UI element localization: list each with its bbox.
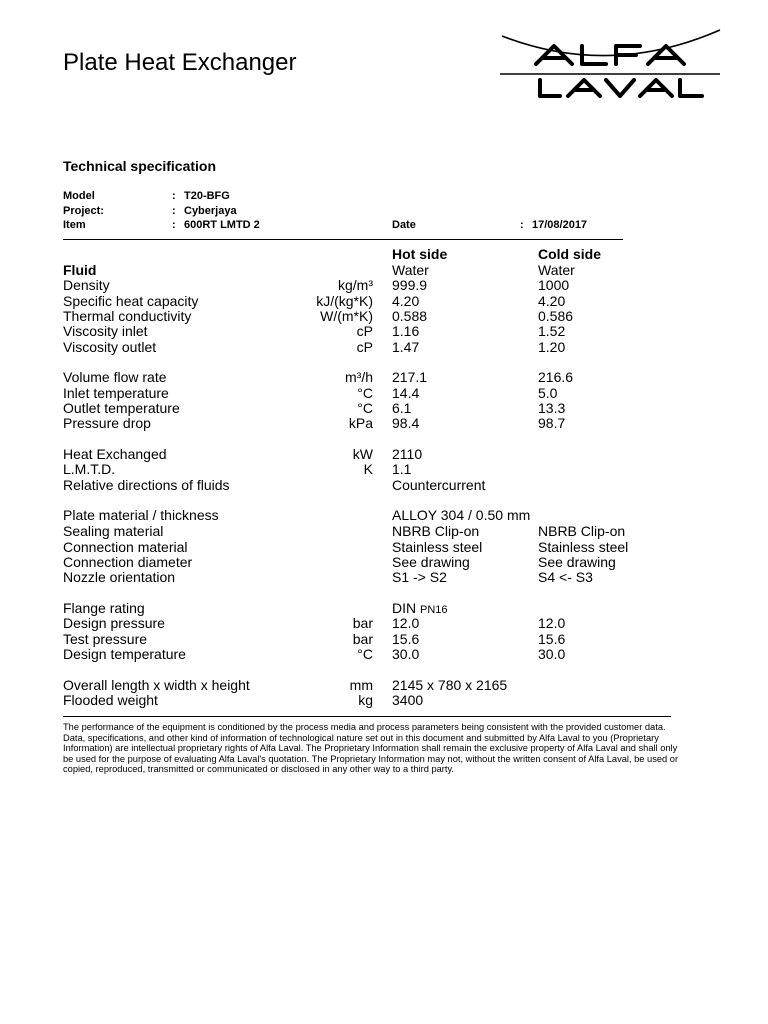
row-label: Overall length x width x height	[63, 677, 250, 693]
row-label: Outlet temperature	[63, 400, 180, 416]
row-label: Pressure drop	[63, 415, 151, 431]
hot-side-value	[392, 477, 485, 493]
row-label: Heat Exchanged	[63, 446, 167, 462]
table-row	[0, 615, 768, 631]
date-label: Date	[392, 219, 416, 231]
hot-side-value	[392, 277, 427, 293]
colon: :	[172, 205, 176, 217]
hot-side-text: 1.1	[392, 461, 412, 477]
hot-side-header: Hot side	[392, 246, 448, 262]
row-label: L.M.T.D.	[63, 461, 116, 477]
table-row	[0, 600, 768, 616]
table-row	[0, 692, 768, 708]
cold-side-value: S4 <- S3	[538, 569, 593, 585]
cold-side-header: Cold side	[538, 246, 602, 262]
cold-side-value: 216.6	[538, 369, 574, 385]
model-value: T20-BFG	[184, 190, 230, 202]
hot-side-value	[392, 339, 419, 355]
hot-side-value	[392, 692, 423, 708]
row-label: Relative directions of fluids	[63, 477, 230, 493]
colon: :	[172, 190, 176, 202]
cold-side-value: 5.0	[538, 385, 558, 401]
cold-side-value: 1.52	[538, 323, 566, 339]
hot-side-text: 217.1	[392, 369, 428, 385]
project-label: Project:	[63, 205, 104, 217]
hot-side-value	[392, 569, 447, 585]
hot-side-text: 6.1	[392, 400, 412, 416]
table-row	[0, 507, 768, 523]
disclaimer-paragraph: Data, specifications, and other kind of information of technological nature set out in this document and submitted by Alfa Laval to you (Proprietary Information) are intellectual proprietary rights of Alfa Laval. The Proprietary Information shall remain the exclusive property of Alfa Laval and shall only be used for the purpose of evaluating Alfa Laval's quotation. The Proprietary Information may not, without the written consent of Alfa Laval, be used or copied, reproduced, transmitted or communicated or disclosed in any other way to a third party.	[63, 732, 679, 774]
row-label: Inlet temperature	[63, 385, 169, 401]
hot-side-text: 12.0	[392, 615, 420, 631]
row-label: Flange rating	[63, 600, 145, 616]
table-row	[0, 554, 768, 570]
hot-side-text: Countercurrent	[392, 477, 486, 493]
alfa-laval-logo	[498, 28, 723, 103]
row-unit: °C	[357, 385, 373, 401]
hot-side-value	[392, 369, 427, 385]
table-header	[0, 246, 768, 262]
row-unit: kW	[352, 446, 373, 462]
row-unit: kg/m³	[338, 277, 373, 293]
row-label: Connection material	[63, 539, 188, 555]
table-row	[0, 262, 768, 278]
table-row	[0, 277, 768, 293]
row-unit: bar	[352, 631, 373, 647]
hot-side-text: 2145 x 780 x 2165	[392, 677, 508, 693]
row-label: Sealing material	[63, 523, 164, 539]
table-row	[0, 369, 768, 385]
cold-side-value: 0.586	[538, 308, 574, 324]
row-label: Test pressure	[63, 631, 148, 647]
row-unit: kg	[358, 692, 373, 708]
hot-side-value	[392, 523, 479, 539]
cold-side-value: 98.7	[538, 415, 566, 431]
divider-top	[63, 239, 623, 240]
cold-side-value: Water	[538, 262, 575, 278]
hot-side-text: Water	[392, 262, 429, 278]
model-label: Model	[63, 190, 95, 202]
hot-side-value	[392, 631, 419, 647]
page-title: Plate Heat Exchanger	[63, 49, 297, 76]
hot-side-value	[392, 385, 419, 401]
cold-side-value: 12.0	[538, 615, 566, 631]
row-label: Specific heat capacity	[63, 293, 199, 309]
row-unit: cP	[356, 323, 373, 339]
hot-side-text: See drawing	[392, 554, 470, 570]
cold-side-value: 4.20	[538, 293, 566, 309]
hot-side-value	[392, 446, 422, 462]
row-label: Volume flow rate	[63, 369, 167, 385]
table-row	[0, 446, 768, 462]
table-row	[0, 477, 768, 493]
colon: :	[172, 219, 176, 231]
technical-specification-heading: Technical specification	[63, 158, 217, 174]
hot-side-text: 1.47	[392, 339, 420, 355]
cold-side-value: 15.6	[538, 631, 566, 647]
project-row	[0, 205, 768, 219]
hot-side-value	[392, 554, 470, 570]
table-row	[0, 339, 768, 355]
row-unit: °C	[357, 646, 373, 662]
hot-side-text: DIN	[392, 600, 417, 616]
table-row	[0, 523, 768, 539]
hot-side-value	[392, 293, 419, 309]
hot-side-value	[392, 461, 411, 477]
table-row	[0, 646, 768, 662]
table-row	[0, 385, 768, 401]
row-label: Connection diameter	[63, 554, 193, 570]
row-label: Design pressure	[63, 615, 165, 631]
hot-side-text: 2110	[392, 446, 423, 462]
hot-side-text: Stainless steel	[392, 539, 483, 555]
row-label: Flooded weight	[63, 692, 158, 708]
cold-side-value: NBRB Clip-on	[538, 523, 626, 539]
row-unit: kJ/(kg*K)	[316, 293, 373, 309]
cold-side-value: 13.3	[538, 400, 566, 416]
row-unit: W/(m*K)	[320, 308, 373, 324]
model-row	[0, 190, 768, 204]
hot-side-text: S1 -> S2	[392, 569, 447, 585]
hot-side-value	[392, 507, 530, 523]
hot-side-value	[392, 262, 429, 278]
flange-rating-class: PN16	[420, 604, 448, 616]
hot-side-text: 3400	[392, 692, 424, 708]
hot-side-text: 15.6	[392, 631, 420, 647]
table-row	[0, 461, 768, 477]
row-unit: K	[363, 461, 373, 477]
hot-side-value	[392, 323, 419, 339]
hot-side-text: 4.20	[392, 293, 420, 309]
hot-side-value	[392, 615, 419, 631]
table-row	[0, 323, 768, 339]
row-unit: mm	[349, 677, 373, 693]
divider-bottom	[63, 716, 671, 717]
hot-side-text: 30.0	[392, 646, 420, 662]
row-label: Nozzle orientation	[63, 569, 176, 585]
hot-side-text: ALLOY 304 / 0.50 mm	[392, 507, 531, 523]
hot-side-text: 1.16	[392, 323, 420, 339]
item-value: 600RT LMTD 2	[184, 219, 260, 231]
cold-side-value: Stainless steel	[538, 539, 629, 555]
table-row	[0, 308, 768, 324]
hot-side-value	[392, 400, 411, 416]
table-row	[0, 539, 768, 555]
row-label: Density	[63, 277, 110, 293]
hot-side-text: 14.4	[392, 385, 420, 401]
colon: :	[520, 219, 524, 231]
disclaimer	[63, 722, 683, 775]
hot-side-value	[392, 308, 427, 324]
cold-side-value: See drawing	[538, 554, 616, 570]
row-label: Viscosity outlet	[63, 339, 157, 355]
row-unit: cP	[356, 339, 373, 355]
hot-side-text: 0.588	[392, 308, 428, 324]
row-unit: kPa	[348, 415, 373, 431]
item-row	[0, 219, 768, 233]
table-row	[0, 569, 768, 585]
row-unit: °C	[357, 400, 373, 416]
table-row	[0, 677, 768, 693]
row-label: Fluid	[63, 262, 97, 278]
row-label: Design temperature	[63, 646, 186, 662]
item-label: Item	[63, 219, 86, 231]
hot-side-text: NBRB Clip-on	[392, 523, 480, 539]
table-row	[0, 415, 768, 431]
cold-side-value: 1000	[538, 277, 570, 293]
hot-side-value	[392, 539, 482, 555]
hot-side-value	[392, 646, 419, 662]
disclaimer-paragraph: The performance of the equipment is conditioned by the process media and process parameters being consistent with the provided customer data.	[63, 722, 666, 732]
cold-side-value: 1.20	[538, 339, 566, 355]
table-row	[0, 293, 768, 309]
hot-side-text: 999.9	[392, 277, 428, 293]
hot-side-value	[392, 415, 419, 431]
hot-side-text: 98.4	[392, 415, 420, 431]
row-label: Viscosity inlet	[63, 323, 148, 339]
row-unit: bar	[352, 615, 373, 631]
table-row	[0, 400, 768, 416]
hot-side-value	[392, 677, 507, 693]
row-unit: m³/h	[345, 369, 373, 385]
project-value: Cyberjaya	[184, 205, 237, 217]
row-label: Thermal conductivity	[63, 308, 192, 324]
row-label: Plate material / thickness	[63, 507, 219, 523]
table-row	[0, 631, 768, 647]
date-value: 17/08/2017	[532, 219, 588, 231]
cold-side-value: 30.0	[538, 646, 566, 662]
